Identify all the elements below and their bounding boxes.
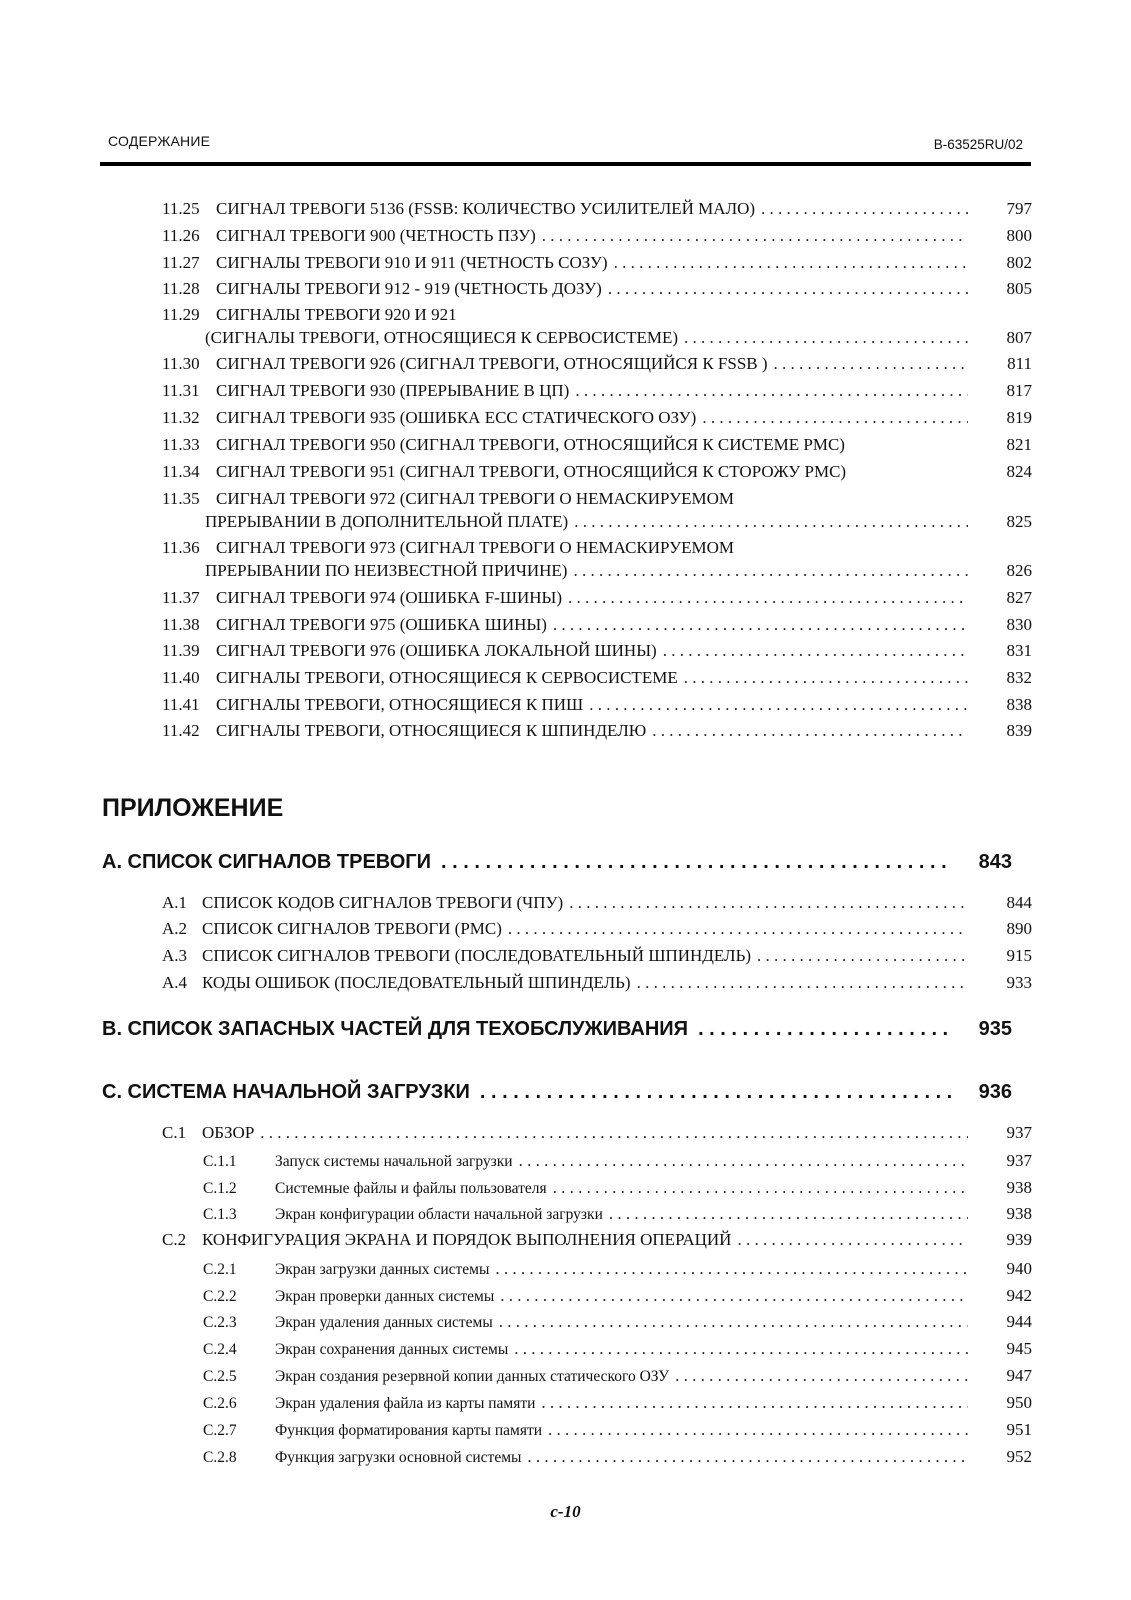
toc-entry-title: СИГНАЛ ТРЕВОГИ 5136 (FSSB: КОЛИЧЕСТВО УСИЛИТЕЛЕЙ МАЛО) — [216, 199, 756, 218]
toc-entry-page: 831 — [1006, 641, 1032, 660]
toc-entry-page: 811 — [1007, 354, 1032, 373]
toc-subentry[interactable] — [203, 1393, 1032, 1413]
toc-subentry[interactable] — [203, 1447, 1032, 1467]
dot-leader — [553, 1178, 968, 1198]
toc-entry-title: ОБЗОР — [202, 1123, 255, 1142]
toc-entry-number: C.2.8 — [203, 1449, 237, 1466]
toc-entry-title: СИГНАЛЫ ТРЕВОГИ, ОТНОСЯЩИЕСЯ К ПИШ — [216, 695, 584, 714]
toc-entry-page: 827 — [1006, 588, 1032, 607]
toc-entry-title-cont: (СИГНАЛЫ ТРЕВОГИ, ОТНОСЯЩИЕСЯ К СЕРВОСИСТЕМЕ) — [205, 328, 679, 347]
toc-entry-title: Системные файлы и файлы пользователя — [275, 1180, 547, 1197]
toc-entry-title: Экран создания резервной копии данных статического ОЗУ — [275, 1368, 670, 1385]
toc-entry-title: СИГНАЛЫ ТРЕВОГИ, ОТНОСЯЩИЕСЯ К ШПИНДЕЛЮ — [216, 721, 647, 740]
toc-entry-number: 11.42 — [162, 721, 200, 740]
toc-subentry[interactable] — [203, 1366, 1032, 1386]
dot-leader — [761, 199, 968, 219]
document-code: B-63525RU/02 — [933, 137, 1023, 152]
toc-entry[interactable] — [162, 354, 1032, 374]
toc-entry-page: 825 — [1006, 512, 1032, 531]
dot-leader — [508, 919, 968, 939]
toc-entry-page: 942 — [1006, 1286, 1032, 1305]
toc-entry[interactable] — [162, 226, 1032, 246]
dot-leader — [652, 721, 968, 741]
toc-entry[interactable] — [162, 253, 1032, 273]
toc-entry-page: 844 — [1006, 893, 1032, 912]
page-number: c-10 — [550, 1502, 581, 1521]
dot-leader — [514, 1339, 968, 1359]
toc-subentry[interactable] — [203, 1178, 1032, 1198]
toc-entry-number: C.2.5 — [203, 1368, 237, 1385]
dot-leader — [519, 1151, 968, 1171]
header-rule — [100, 162, 1031, 166]
appendix-heading: ПРИЛОЖЕНИЕ — [102, 794, 284, 822]
toc-entry-number: C.2.7 — [203, 1422, 237, 1439]
toc-entry-title: Функция загрузки основной системы — [275, 1449, 522, 1466]
dot-leader — [698, 1018, 952, 1041]
toc-entry-title: СИГНАЛ ТРЕВОГИ 935 (ОШИБКА ECC СТАТИЧЕСКОГО ОЗУ) — [216, 408, 697, 427]
toc-entry-number: 11.36 — [162, 538, 200, 557]
toc-entry-page: 805 — [1006, 279, 1032, 298]
toc-entry-page: 947 — [1006, 1366, 1032, 1385]
toc-entry-title: Экран проверки данных системы — [275, 1288, 495, 1305]
toc-entry-page: 938 — [1006, 1178, 1032, 1197]
toc-entry-page: 839 — [1006, 721, 1032, 740]
appendix-b-page: 935 — [978, 1018, 1012, 1040]
dot-leader — [608, 279, 968, 299]
toc-entry-number: 11.40 — [162, 668, 200, 687]
toc-entry-page: 950 — [1006, 1393, 1032, 1412]
toc-entry-title: СПИСОК КОДОВ СИГНАЛОВ ТРЕВОГИ (ЧПУ) — [202, 893, 564, 912]
toc-entry-number: 11.34 — [162, 462, 200, 481]
appendix-c-page: 936 — [978, 1081, 1012, 1103]
appendix-c-title: C. СИСТЕМА НАЧАЛЬНОЙ ЗАГРУЗКИ — [102, 1081, 470, 1103]
toc-entry-title: СИГНАЛ ТРЕВОГИ 930 (ПРЕРЫВАНИЕ В ЦП) — [216, 381, 570, 400]
toc-entry-number: C.1.3 — [203, 1206, 237, 1223]
toc-entry-number: C.1 — [162, 1123, 187, 1142]
dot-leader — [574, 512, 968, 532]
dot-leader — [675, 1366, 968, 1386]
dot-leader — [702, 408, 968, 428]
toc-entry-title: Экран удаления файла из карты памяти — [275, 1395, 536, 1412]
toc-entry[interactable] — [162, 538, 1032, 558]
toc-entry-title: Экран сохранения данных системы — [275, 1341, 509, 1358]
toc-entry[interactable] — [162, 1230, 1032, 1250]
toc-entry[interactable] — [162, 489, 1032, 509]
toc-entry[interactable] — [162, 1123, 1032, 1143]
toc-entry-page: 832 — [1006, 668, 1032, 687]
dot-leader — [684, 668, 968, 688]
toc-entry-title: СИГНАЛЫ ТРЕВОГИ, ОТНОСЯЩИЕСЯ К СЕРВОСИСТЕМЕ — [216, 668, 678, 687]
dot-leader — [684, 328, 968, 348]
toc-subentry[interactable] — [203, 1286, 1032, 1306]
toc-entry[interactable] — [162, 946, 1032, 966]
toc-entry[interactable] — [162, 199, 1032, 219]
appendix-a-entry[interactable] — [102, 851, 1012, 874]
toc-entry-title: СИГНАЛ ТРЕВОГИ 950 (СИГНАЛ ТРЕВОГИ, ОТНОСЯЩИЙСЯ К СИСТЕМЕ PMC) — [216, 435, 845, 454]
toc-entry-page: 890 — [1006, 919, 1032, 938]
dot-leader — [737, 1230, 968, 1250]
toc-entry-number: C.1.2 — [203, 1180, 237, 1197]
toc-entry[interactable] — [162, 695, 1032, 715]
toc-entry-number: A.1 — [162, 893, 188, 912]
toc-entry[interactable] — [162, 721, 1032, 741]
toc-entry-number: 11.35 — [162, 489, 200, 508]
toc-entry-title: СПИСОК СИГНАЛОВ ТРЕВОГИ (PMC) — [202, 919, 502, 938]
dot-leader — [499, 1312, 968, 1332]
toc-entry-title: СИГНАЛЫ ТРЕВОГИ 912 - 919 (ЧЕТНОСТЬ ДОЗУ) — [216, 279, 602, 298]
dot-leader — [614, 253, 968, 273]
running-header-title: СОДЕРЖАНИЕ — [108, 133, 211, 149]
dot-leader — [663, 641, 968, 661]
toc-entry-page: 807 — [1006, 328, 1032, 347]
toc-entry-page: 933 — [1006, 973, 1032, 992]
toc-entry[interactable] — [162, 408, 1032, 428]
toc-entry[interactable] — [162, 435, 1032, 455]
toc-entry-page: 824 — [1006, 462, 1032, 481]
toc-subentry[interactable] — [203, 1151, 1032, 1171]
toc-entry-number: C.2 — [162, 1230, 187, 1249]
toc-entry-title: СИГНАЛЫ ТРЕВОГИ 920 И 921 — [216, 305, 457, 324]
appendix-c-entry[interactable] — [102, 1081, 1012, 1104]
toc-entry-continuation[interactable] — [205, 512, 1032, 532]
toc-entry-number: 11.32 — [162, 408, 200, 427]
toc-entry[interactable] — [162, 668, 1032, 688]
toc-entry-title: Экран конфигурации области начальной загрузки — [275, 1206, 603, 1223]
dot-leader — [553, 615, 968, 635]
toc-entry-number: C.2.1 — [203, 1261, 237, 1278]
toc-entry-number: A.3 — [162, 946, 188, 965]
toc-entry-title: Запуск системы начальной загрузки — [275, 1153, 513, 1170]
toc-entry-page: 915 — [1006, 946, 1032, 965]
toc-entry-title: Экран удаления данных системы — [275, 1314, 493, 1331]
toc-entry-title-cont: ПРЕРЫВАНИИ В ДОПОЛНИТЕЛЬНОЙ ПЛАТЕ) — [205, 512, 569, 531]
dot-leader — [757, 946, 968, 966]
toc-entry-page: 937 — [1006, 1151, 1032, 1170]
toc-entry-number: C.2.3 — [203, 1314, 237, 1331]
toc-entry-continuation[interactable] — [205, 328, 1032, 348]
toc-entry-title: СИГНАЛ ТРЕВОГИ 951 (СИГНАЛ ТРЕВОГИ, ОТНОСЯЩИЙСЯ К СТОРОЖУ PMC) — [216, 462, 847, 481]
dot-leader — [260, 1123, 968, 1143]
toc-entry-number: 11.30 — [162, 354, 200, 373]
appendix-a-title: A. СПИСОК СИГНАЛОВ ТРЕВОГИ — [102, 851, 432, 873]
toc-entry-number: A.4 — [162, 973, 188, 992]
toc-entry-title: СИГНАЛ ТРЕВОГИ 926 (СИГНАЛ ТРЕВОГИ, ОТНОСЯЩИЙСЯ К FSSB ) — [216, 354, 768, 373]
toc-entry-page: 939 — [1006, 1230, 1032, 1249]
toc-entry-title: СИГНАЛ ТРЕВОГИ 975 (ОШИБКА ШИНЫ) — [216, 615, 547, 634]
appendix-b-entry[interactable] — [102, 1018, 1012, 1041]
toc-entry-number: C.1.1 — [203, 1153, 237, 1170]
toc-entry-number: 11.38 — [162, 615, 200, 634]
toc-entry-page: 830 — [1006, 615, 1032, 634]
toc-entry-page: 797 — [1006, 199, 1032, 218]
toc-entry-number: 11.41 — [162, 695, 200, 714]
dot-leader — [569, 893, 968, 913]
dot-leader — [441, 851, 952, 874]
toc-entry[interactable] — [162, 641, 1032, 661]
dot-leader — [573, 561, 968, 581]
toc-entry-number: C.2.2 — [203, 1288, 237, 1305]
toc-entry-title: СИГНАЛЫ ТРЕВОГИ 910 И 911 (ЧЕТНОСТЬ СОЗУ) — [216, 253, 608, 272]
toc-entry[interactable] — [162, 588, 1032, 608]
toc-entry-page: 826 — [1006, 561, 1032, 580]
toc-subentry[interactable] — [203, 1420, 1032, 1440]
toc-entry-title: КОНФИГУРАЦИЯ ЭКРАНА И ПОРЯДОК ВЫПОЛНЕНИЯ ОПЕРАЦИЙ — [202, 1230, 732, 1249]
toc-entry-number: C.2.6 — [203, 1395, 237, 1412]
toc-entry-continuation[interactable] — [205, 561, 1032, 581]
dot-leader — [637, 973, 968, 993]
toc-entry-number: 11.39 — [162, 641, 200, 660]
dot-leader — [575, 381, 968, 401]
toc-entry-number: 11.25 — [162, 199, 200, 218]
dot-leader — [609, 1204, 968, 1224]
toc-entry[interactable] — [162, 279, 1032, 299]
dot-leader — [774, 354, 968, 374]
toc-entry-title: СПИСОК СИГНАЛОВ ТРЕВОГИ (ПОСЛЕДОВАТЕЛЬНЫЙ ШПИНДЕЛЬ) — [202, 946, 752, 965]
appendix-a-page: 843 — [978, 851, 1012, 873]
toc-entry-title-cont: ПРЕРЫВАНИИ ПО НЕИЗВЕСТНОЙ ПРИЧИНЕ) — [205, 561, 568, 580]
toc-entry-page: 817 — [1006, 381, 1032, 400]
toc-entry-page: 821 — [1006, 435, 1032, 454]
dot-leader — [480, 1081, 952, 1104]
toc-entry-title: СИГНАЛ ТРЕВОГИ 972 (СИГНАЛ ТРЕВОГИ О НЕМАСКИРУЕМОМ — [216, 489, 735, 508]
toc-entry-number: 11.33 — [162, 435, 200, 454]
toc-entry-page: 802 — [1006, 253, 1032, 272]
toc-entry-page: 819 — [1006, 408, 1032, 427]
toc-entry-page: 940 — [1006, 1259, 1032, 1278]
toc-entry-page: 938 — [1006, 1204, 1032, 1223]
dot-leader — [495, 1259, 968, 1279]
toc-entry[interactable] — [162, 919, 1032, 939]
toc-entry-title: Функция форматирования карты памяти — [275, 1422, 543, 1439]
toc-entry[interactable] — [162, 893, 1032, 913]
toc-entry-title: СИГНАЛ ТРЕВОГИ 973 (СИГНАЛ ТРЕВОГИ О НЕМАСКИРУЕМОМ — [216, 538, 735, 557]
toc-entry-title: СИГНАЛ ТРЕВОГИ 976 (ОШИБКА ЛОКАЛЬНОЙ ШИНЫ) — [216, 641, 657, 660]
toc-entry-page: 944 — [1006, 1312, 1032, 1331]
toc-entry-title: СИГНАЛ ТРЕВОГИ 974 (ОШИБКА F-ШИНЫ) — [216, 588, 563, 607]
toc-entry-title: СИГНАЛ ТРЕВОГИ 900 (ЧЕТНОСТЬ ПЗУ) — [216, 226, 536, 245]
toc-entry-number: 11.29 — [162, 305, 200, 324]
toc-subentry[interactable] — [203, 1339, 1032, 1359]
toc-entry-number: 11.37 — [162, 588, 200, 607]
toc-entry-page: 937 — [1006, 1123, 1032, 1142]
toc-entry[interactable] — [162, 615, 1032, 635]
toc-entry-number: 11.27 — [162, 253, 200, 272]
toc-entry-number: 11.26 — [162, 226, 200, 245]
dot-leader — [541, 1393, 968, 1413]
toc-entry-page: 800 — [1006, 226, 1032, 245]
toc-subentry[interactable] — [203, 1204, 1032, 1224]
toc-entry-page: 945 — [1006, 1339, 1032, 1358]
dot-leader — [542, 226, 968, 246]
dot-leader — [500, 1286, 968, 1306]
toc-entry[interactable] — [162, 305, 1032, 325]
toc-entry-page: 838 — [1006, 695, 1032, 714]
dot-leader — [527, 1447, 968, 1467]
dot-leader — [548, 1420, 968, 1440]
toc-entry-title: Экран загрузки данных системы — [275, 1261, 490, 1278]
toc-entry-number: C.2.4 — [203, 1341, 237, 1358]
toc-entry-page: 951 — [1006, 1420, 1032, 1439]
toc-entry[interactable] — [162, 381, 1032, 401]
toc-entry-number: A.2 — [162, 919, 188, 938]
toc-entry-number: 11.28 — [162, 279, 200, 298]
toc-subentry[interactable] — [203, 1312, 1032, 1332]
toc-entry-page: 952 — [1006, 1447, 1032, 1466]
appendix-b-title: B. СПИСОК ЗАПАСНЫХ ЧАСТЕЙ ДЛЯ ТЕХОБСЛУЖИВАНИЯ — [102, 1018, 689, 1040]
dot-leader — [589, 695, 968, 715]
dot-leader — [568, 588, 968, 608]
toc-entry-title: КОДЫ ОШИБОК (ПОСЛЕДОВАТЕЛЬНЫЙ ШПИНДЕЛЬ) — [202, 973, 631, 992]
toc-entry[interactable] — [162, 462, 1032, 482]
toc-entry-number: 11.31 — [162, 381, 200, 400]
toc-subentry[interactable] — [203, 1259, 1032, 1279]
toc-entry[interactable] — [162, 973, 1032, 993]
